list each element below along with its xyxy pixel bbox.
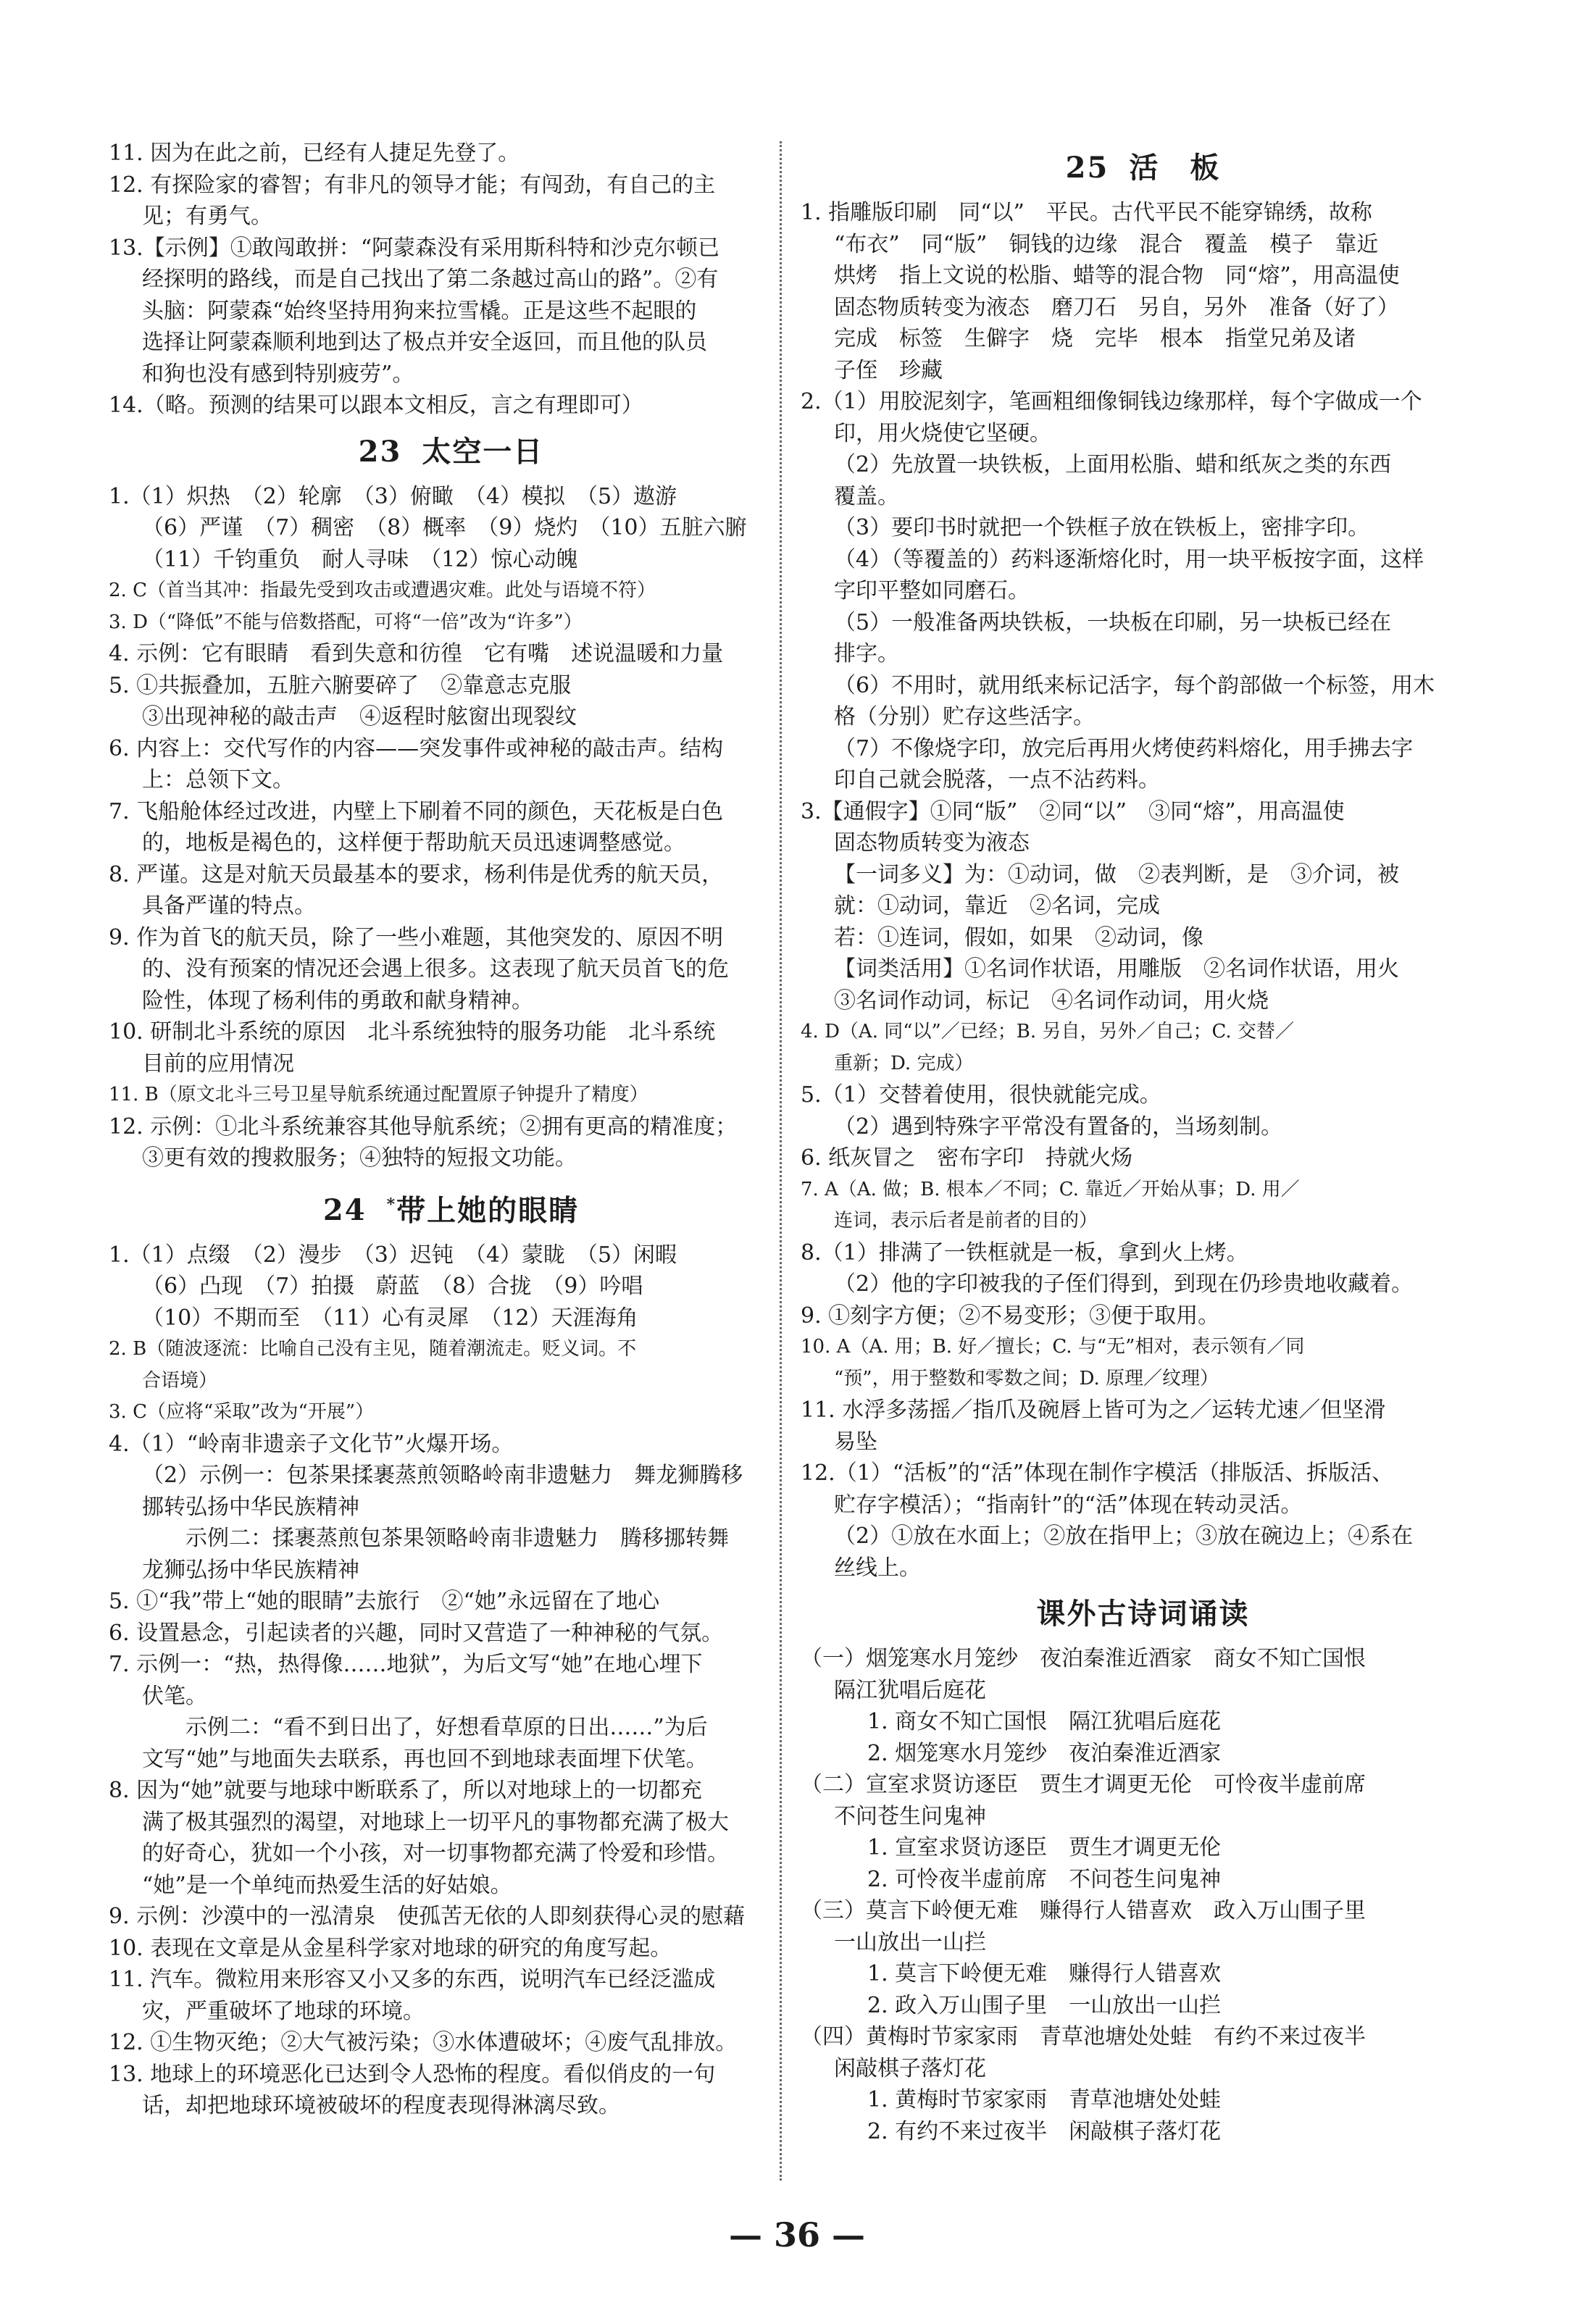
answer-line: 2. C（首当其冲：指最先受到攻击或遭遇灾难。此处与语境不符）	[109, 580, 656, 601]
answer-line: 14.（略。预测的结果可以跟本文相反，言之有理即可）	[109, 393, 643, 418]
answer-line: 隔江犹唱后庭花	[834, 1677, 986, 1703]
answer-line: 11. B（原文北斗三号卫星导航系统通过配置原子钟提升了精度）	[109, 1084, 648, 1105]
answer-line: （四）黄梅时节家家雨 青草池塘处处蛙 有约不来过夜半	[801, 2024, 1366, 2049]
answer-line: （11）千钧重负 耐人寻味 （12）惊心动魄	[142, 546, 578, 572]
answer-line: 8. 严谨。这是对航天员最基本的要求，杨利伟是优秀的航天员，	[109, 861, 724, 887]
answer-line: 伏笔。	[142, 1683, 207, 1709]
section-number: 24	[322, 1192, 367, 1227]
page-number: — 36 —	[728, 2215, 866, 2254]
answer-line: 挪转弘扬中华民族精神	[142, 1494, 359, 1520]
answer-line: 2. B（随波逐流：比喻自己没有主见，随着潮流走。贬义词。不	[109, 1338, 637, 1360]
answer-line: 经探明的路线，而是自己找出了第二条越过高山的路”。②有	[142, 267, 719, 292]
answer-line: 3. C（应将“采取”改为“开展”）	[109, 1401, 375, 1424]
answer-line: （一）烟笼寒水月笼纱 夜泊秦淮近酒家 商女不知亡国恨	[801, 1646, 1366, 1671]
answer-line: 7. 飞船舱体经过改进，内壁上下刷着不同的颜色，天花板是白色	[109, 798, 724, 824]
answer-line: 1. 商女不知亡国恨 隔江犹唱后庭花	[867, 1709, 1222, 1734]
answer-line: ③出现神秘的敲击声 ④返程时舷窗出现裂纹	[142, 704, 577, 730]
answer-line: 9. ①刻字方便；②不易变形；③便于取用。	[801, 1303, 1220, 1329]
answer-line: 1. 黄梅时节家家雨 青草池塘处处蛙	[867, 2087, 1222, 2112]
answer-line: 7. A（A. 做；B. 根本／不同；C. 靠近／开始从事；D. 用／	[801, 1178, 1300, 1200]
section-title: 太空一日	[422, 434, 544, 469]
answer-line: 格（分别）贮存这些活字。	[834, 704, 1095, 730]
answer-line: （2）他的字印被我的子侄们得到，到现在仍珍贵地收藏着。	[834, 1271, 1414, 1297]
answer-line: 灾，严重破坏了地球的环境。	[142, 1998, 425, 2024]
answer-line: 一山放出一山拦	[834, 1929, 986, 1955]
column-divider	[780, 141, 782, 2181]
answer-line: 龙狮弘扬中华民族精神	[142, 1557, 359, 1583]
answer-line: 满了极其强烈的渴望，对地球上一切平凡的事物都充满了极大	[142, 1809, 729, 1835]
answer-line: 连词，表示后者是前者的目的）	[834, 1210, 1098, 1232]
answer-line: 若：①连词，假如，如果 ②动词，像	[834, 924, 1203, 950]
answer-line: 重新；D. 完成）	[834, 1052, 974, 1074]
answer-line: 11. 因为在此之前，已经有人捷足先登了。	[109, 141, 520, 166]
answer-line: 烘烤 指上文说的松脂、蜡等的混合物 同“熔”，用高温使	[834, 263, 1400, 288]
answer-line: “她”是一个单纯而热爱生活的好姑娘。	[142, 1872, 512, 1898]
answer-line: 就：①动词，靠近 ②名词，完成	[834, 893, 1160, 919]
answer-line: 【一词多义】为：①动词，做 ②表判断，是 ③介词，被	[834, 861, 1399, 887]
answer-line: 2. 有约不来过夜半 闲敲棋子落灯花	[867, 2118, 1222, 2144]
answer-line: 不问苍生问鬼神	[834, 1803, 986, 1829]
right-column	[801, 138, 1485, 2147]
answer-line: （2）遇到特殊字平常没有置备的，当场刻制。	[834, 1113, 1283, 1140]
answer-line: （10）不期而至 （11）心有灵犀 （12）天涯海角	[142, 1305, 638, 1331]
answer-line: 文写“她”与地面失去联系，再也回不到地球表面埋下伏笔。	[142, 1746, 708, 1772]
answer-line: 5. ①“我”带上“她的眼睛”去旅行 ②“她”永远留在了地心	[109, 1589, 660, 1615]
answer-line: 闲敲棋子落灯花	[834, 2055, 986, 2081]
answer-line: 1. 宣室求贤访逐臣 贾生才调更无伦	[867, 1835, 1222, 1860]
answer-line: 和狗也没有感到特别疲劳”。	[142, 361, 414, 387]
answer-line: 3. D（“降低”不能与倍数搭配，可将“一倍”改为“许多”）	[109, 611, 583, 633]
answer-line: 2. 烟笼寒水月笼纱 夜泊秦淮近酒家	[867, 1740, 1222, 1766]
answer-line: 5.（1）交替着使用，很快就能完成。	[801, 1082, 1161, 1108]
answer-line: 12. ①生物灭绝；②大气被污染；③水体遭破坏；④废气乱排放。	[109, 2030, 738, 2056]
answer-line: 子侄 珍藏	[834, 357, 943, 383]
answer-line: “布衣” 同“版” 铜钱的边缘 混合 覆盖 模子 靠近	[834, 231, 1379, 257]
answer-line: 6. 设置悬念，引起读者的兴趣，同时又营造了一种神秘的气氛。	[109, 1620, 724, 1646]
answer-line: 印自己就会脱落，一点不沾药料。	[834, 767, 1160, 793]
answer-line: （4）（等覆盖的）药料逐渐熔化时，用一块平板按字面，这样	[834, 546, 1424, 572]
answer-line: 12. 有探险家的睿智；有非凡的领导才能；有闯劲，有自己的主	[109, 172, 716, 198]
answer-line: 示例二：“看不到日出了，好想看草原的日出……”为后	[142, 1715, 708, 1741]
answer-line: 固态物质转变为液态	[834, 830, 1030, 856]
answer-line: （6）凸现 （7）拍摄 蔚蓝 （8）合拢 （9）吟唱	[142, 1274, 643, 1300]
answer-line: 8. 因为“她”就要与地球中断联系了，所以对地球上的一切都充	[109, 1778, 702, 1804]
answer-line: 6. 内容上：交代写作的内容——突发事件或神秘的敲击声。结构	[109, 735, 724, 761]
answer-line: 的，地板是褐色的，这样便于帮助航天员迅速调整感觉。	[142, 830, 685, 856]
answer-line: 7. 示例一：“热，热得像……地狱”，为后文写“她”在地心埋下	[109, 1652, 703, 1678]
answer-line: 上：总领下文。	[142, 767, 294, 793]
section-title: 活 板	[1129, 151, 1221, 185]
answer-line: （2）先放置一块铁板，上面用松脂、蜡和纸灰之类的东西	[834, 452, 1392, 477]
answer-line: 头脑：阿蒙森“始终坚持用狗来拉雪橇。正是这些不起眼的	[142, 298, 697, 324]
answer-line: 丝线上。	[834, 1555, 921, 1581]
answer-line: 2.（1）用胶泥刻字，笔画粗细像铜钱边缘那样，每个字做成一个	[801, 389, 1422, 414]
answer-line: 4.（1）“岭南非遗亲子文化节”火爆开场。	[109, 1431, 514, 1457]
answer-line: （二）宣室求贤访逐臣 贾生才调更无伦 可怜夜半虚前席	[801, 1772, 1366, 1797]
section-heading	[801, 1594, 1485, 1634]
answer-line: （三）莫言下岭便无难 赚得行人错喜欢 政入万山围子里	[801, 1898, 1366, 1923]
answer-line: 11. 汽车。微粒用来形容又小又多的东西，说明汽车已经泛滥成	[109, 1967, 716, 1993]
answer-line: 12.（1）“活板”的“活”体现在制作字模活（排版活、拆版活、	[801, 1460, 1394, 1486]
answer-line: 1.（1）炽热 （2）轮廓 （3）俯瞰 （4）模拟 （5）遨游	[109, 483, 677, 509]
section-heading	[109, 432, 793, 472]
answer-line: 6. 纸灰冒之 密布字印 持就火炀	[801, 1145, 1133, 1171]
answer-line: 1. 指雕版印刷 同“以” 平民。古代平民不能穿锦绣，故称	[801, 200, 1372, 225]
answer-line: （2）①放在水面上；②放在指甲上；③放在碗边上；④系在	[834, 1523, 1414, 1549]
answer-line: 4. 示例：它有眼睛 看到失意和彷徨 它有嘴 述说温暖和力量	[109, 641, 724, 666]
answer-line: 11. 水浮多荡摇／指爪及碗唇上皆可为之／运转尤速／但坚滑	[801, 1397, 1386, 1423]
answer-line: “预”，用于整数和零数之间；D. 原理／纹理）	[834, 1367, 1219, 1389]
answer-line: 2. 政入万山围子里 一山放出一山拦	[867, 1992, 1222, 2018]
left-column	[109, 138, 793, 2122]
section-title: 课外古诗词诵读	[1036, 1597, 1250, 1631]
answer-line: （5）一般准备两块铁板，一块板在印刷，另一块板已经在	[834, 609, 1392, 635]
answer-line: 8.（1）排满了一铁框就是一板，拿到火上烤。	[801, 1240, 1248, 1266]
answer-line: 话，却把地球环境被破坏的程度表现得淋漓尽致。	[142, 2093, 620, 2119]
answer-line: ③更有效的搜救服务；④独特的短报文功能。	[142, 1145, 577, 1171]
answer-line: 10. 研制北斗系统的原因 北斗系统独特的服务功能 北斗系统	[109, 1019, 716, 1045]
answer-line: 12. 示例：①北斗系统兼容其他导航系统；②拥有更高的精准度；	[109, 1113, 738, 1140]
answer-line: ③名词作动词，标记 ④名词作动词，用火烧	[834, 987, 1269, 1013]
section-heading	[801, 148, 1485, 188]
answer-line: 固态物质转变为液态 磨刀石 另自，另外 准备（好了）	[834, 294, 1399, 320]
answer-line: 见；有勇气。	[142, 204, 272, 229]
answer-line: 13.【示例】①敢闯敢拼：“阿蒙森没有采用斯科特和沙克尔顿已	[109, 235, 720, 261]
answer-line: 【词类活用】①名词作状语，用雕版 ②名词作状语，用火	[834, 956, 1399, 982]
answer-line: 9. 作为首飞的航天员，除了一些小难题，其他突发的、原因不明	[109, 924, 724, 950]
answer-line: 目前的应用情况	[142, 1050, 294, 1077]
answer-line: 选择让阿蒙森顺利地到达了极点并安全返回，而且他的队员	[142, 330, 707, 355]
answer-line: （6）严谨 （7）稠密 （8）概率 （9）烧灼 （10）五脏六腑	[142, 515, 747, 540]
section-number: 23	[358, 434, 402, 469]
answer-line: 5. ①共振叠加，五脏六腑要碎了 ②靠意志克服	[109, 672, 572, 698]
answer-line: 易坠	[834, 1429, 877, 1455]
section-heading	[109, 1184, 793, 1231]
answer-line: 排字。	[834, 641, 899, 666]
answer-line: （6）不用时，就用纸来标记活字，每个韵部做一个标签，用木	[834, 672, 1435, 698]
answer-line: 完成 标签 生僻字 烧 完毕 根本 指堂兄弟及诸	[834, 326, 1356, 351]
answer-line: 13. 地球上的环境恶化已达到令人恐怖的程度。看似俏皮的一句	[109, 2061, 716, 2087]
answer-line: 1.（1）点缀 （2）漫步 （3）迟钝 （4）蒙眬 （5）闲暇	[109, 1242, 677, 1268]
answer-line: 10. A（A. 用；B. 好／擅长；C. 与“无”相对，表示领有／同	[801, 1336, 1305, 1358]
answer-line: 险性，体现了杨利伟的勇敢和献身精神。	[142, 987, 533, 1013]
answer-line: 示例二：揉裹蒸煎包茶果领略岭南非遗魅力 腾移挪转舞	[142, 1526, 729, 1552]
answer-line: 10. 表现在文章是从金星科学家对地球的研究的角度写起。	[109, 1935, 672, 1961]
answer-line: 1. 莫言下岭便无难 赚得行人错喜欢	[867, 1961, 1222, 1986]
answer-line: 合语境）	[142, 1369, 218, 1392]
answer-line: 字印平整如同磨石。	[834, 578, 1030, 603]
answer-line: 印，用火烧使它坚硬。	[834, 420, 1051, 446]
self-study-mark: *	[386, 1195, 397, 1214]
section-number: 25	[1065, 151, 1109, 185]
answer-line: 2. 可怜夜半虚前席 不问苍生问鬼神	[867, 1866, 1222, 1892]
answer-line: 9. 示例：沙漠中的一泓清泉 使孤苦无依的人即刻获得心灵的慰藉	[109, 1904, 746, 1930]
answer-line: 覆盖。	[834, 483, 899, 509]
answer-line: 的好奇心，犹如一个小孩，对一切事物都充满了怜爱和珍惜。	[142, 1841, 729, 1867]
answer-line: （7）不像烧字印，放完后再用火烤使药料熔化，用手拂去字	[834, 735, 1414, 761]
answer-line: （3）要印书时就把一个铁框子放在铁板上，密排字印。	[834, 515, 1370, 540]
answer-line: 具备严谨的特点。	[142, 893, 316, 919]
answer-line: 的、没有预案的情况还会遇上很多。这表现了航天员首飞的危	[142, 956, 729, 982]
answer-line: （2）示例一：包茶果揉裹蒸煎领略岭南非遗魅力 舞龙狮腾移	[142, 1463, 743, 1489]
answer-line: 贮存字模活）；“指南针”的“活”体现在转动灵活。	[834, 1492, 1303, 1518]
answer-line: 4. D（A. 同“以”／已经；B. 另自，另外／自己；C. 交替／	[801, 1021, 1294, 1042]
section-title: 带上她的眼睛	[396, 1192, 580, 1227]
answer-line: 3.【通假字】①同“版” ②同“以” ③同“熔”，用高温使	[801, 798, 1345, 824]
